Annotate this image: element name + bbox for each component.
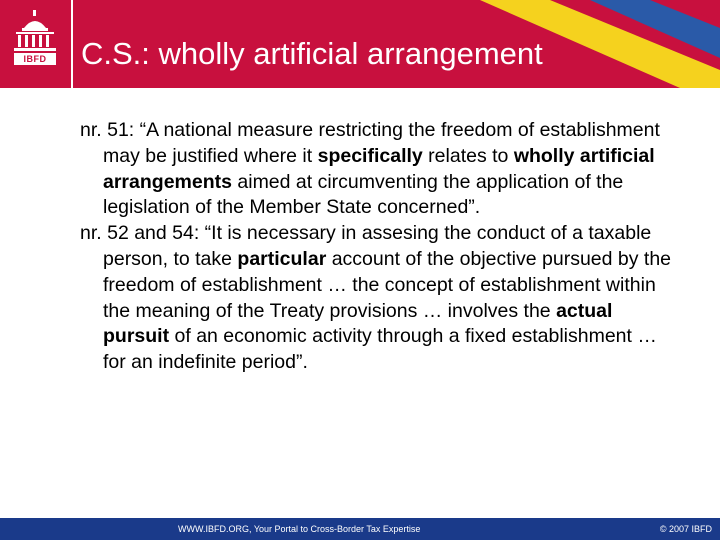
footer-copyright: © 2007 IBFD xyxy=(659,524,712,534)
logo-text: IBFD xyxy=(14,53,56,65)
page-title: C.S.: wholly artificial arrangement xyxy=(81,36,543,71)
header-bar xyxy=(0,0,720,88)
paragraph-nr-52-54: nr. 52 and 54: “It is necessary in assesing the conduct of a taxable person, to take particular account of the objective pursued by the freedom of establishment … the concept of establishment within the meaning of the Treaty provisions … involves the actual pursuit of an economic activity through a fixed establishment … for an indefinite period”. xyxy=(80,222,672,374)
emphasis-particular: particular xyxy=(237,247,327,270)
footer-website-link[interactable]: WWW.IBFD.ORG, Your Portal to Cross-Border Tax Expertise xyxy=(178,524,421,534)
ibfd-logo xyxy=(0,0,73,88)
emphasis-actual-pursuit: actual pursuit xyxy=(103,299,613,348)
slide-body xyxy=(80,118,680,376)
footer-bar xyxy=(0,518,720,540)
emphasis-wholly-artificial: wholly artificial arrangements xyxy=(103,144,655,193)
building-icon xyxy=(10,10,60,54)
paragraph-nr-51: nr. 51: “A national measure restricting the freedom of establishment may be justified where it specifically relates to wholly artificial arrangements aimed at circumventing the application of the legislation of the Member State concerned”. xyxy=(80,119,660,219)
emphasis-specifically: specifically xyxy=(317,144,423,167)
